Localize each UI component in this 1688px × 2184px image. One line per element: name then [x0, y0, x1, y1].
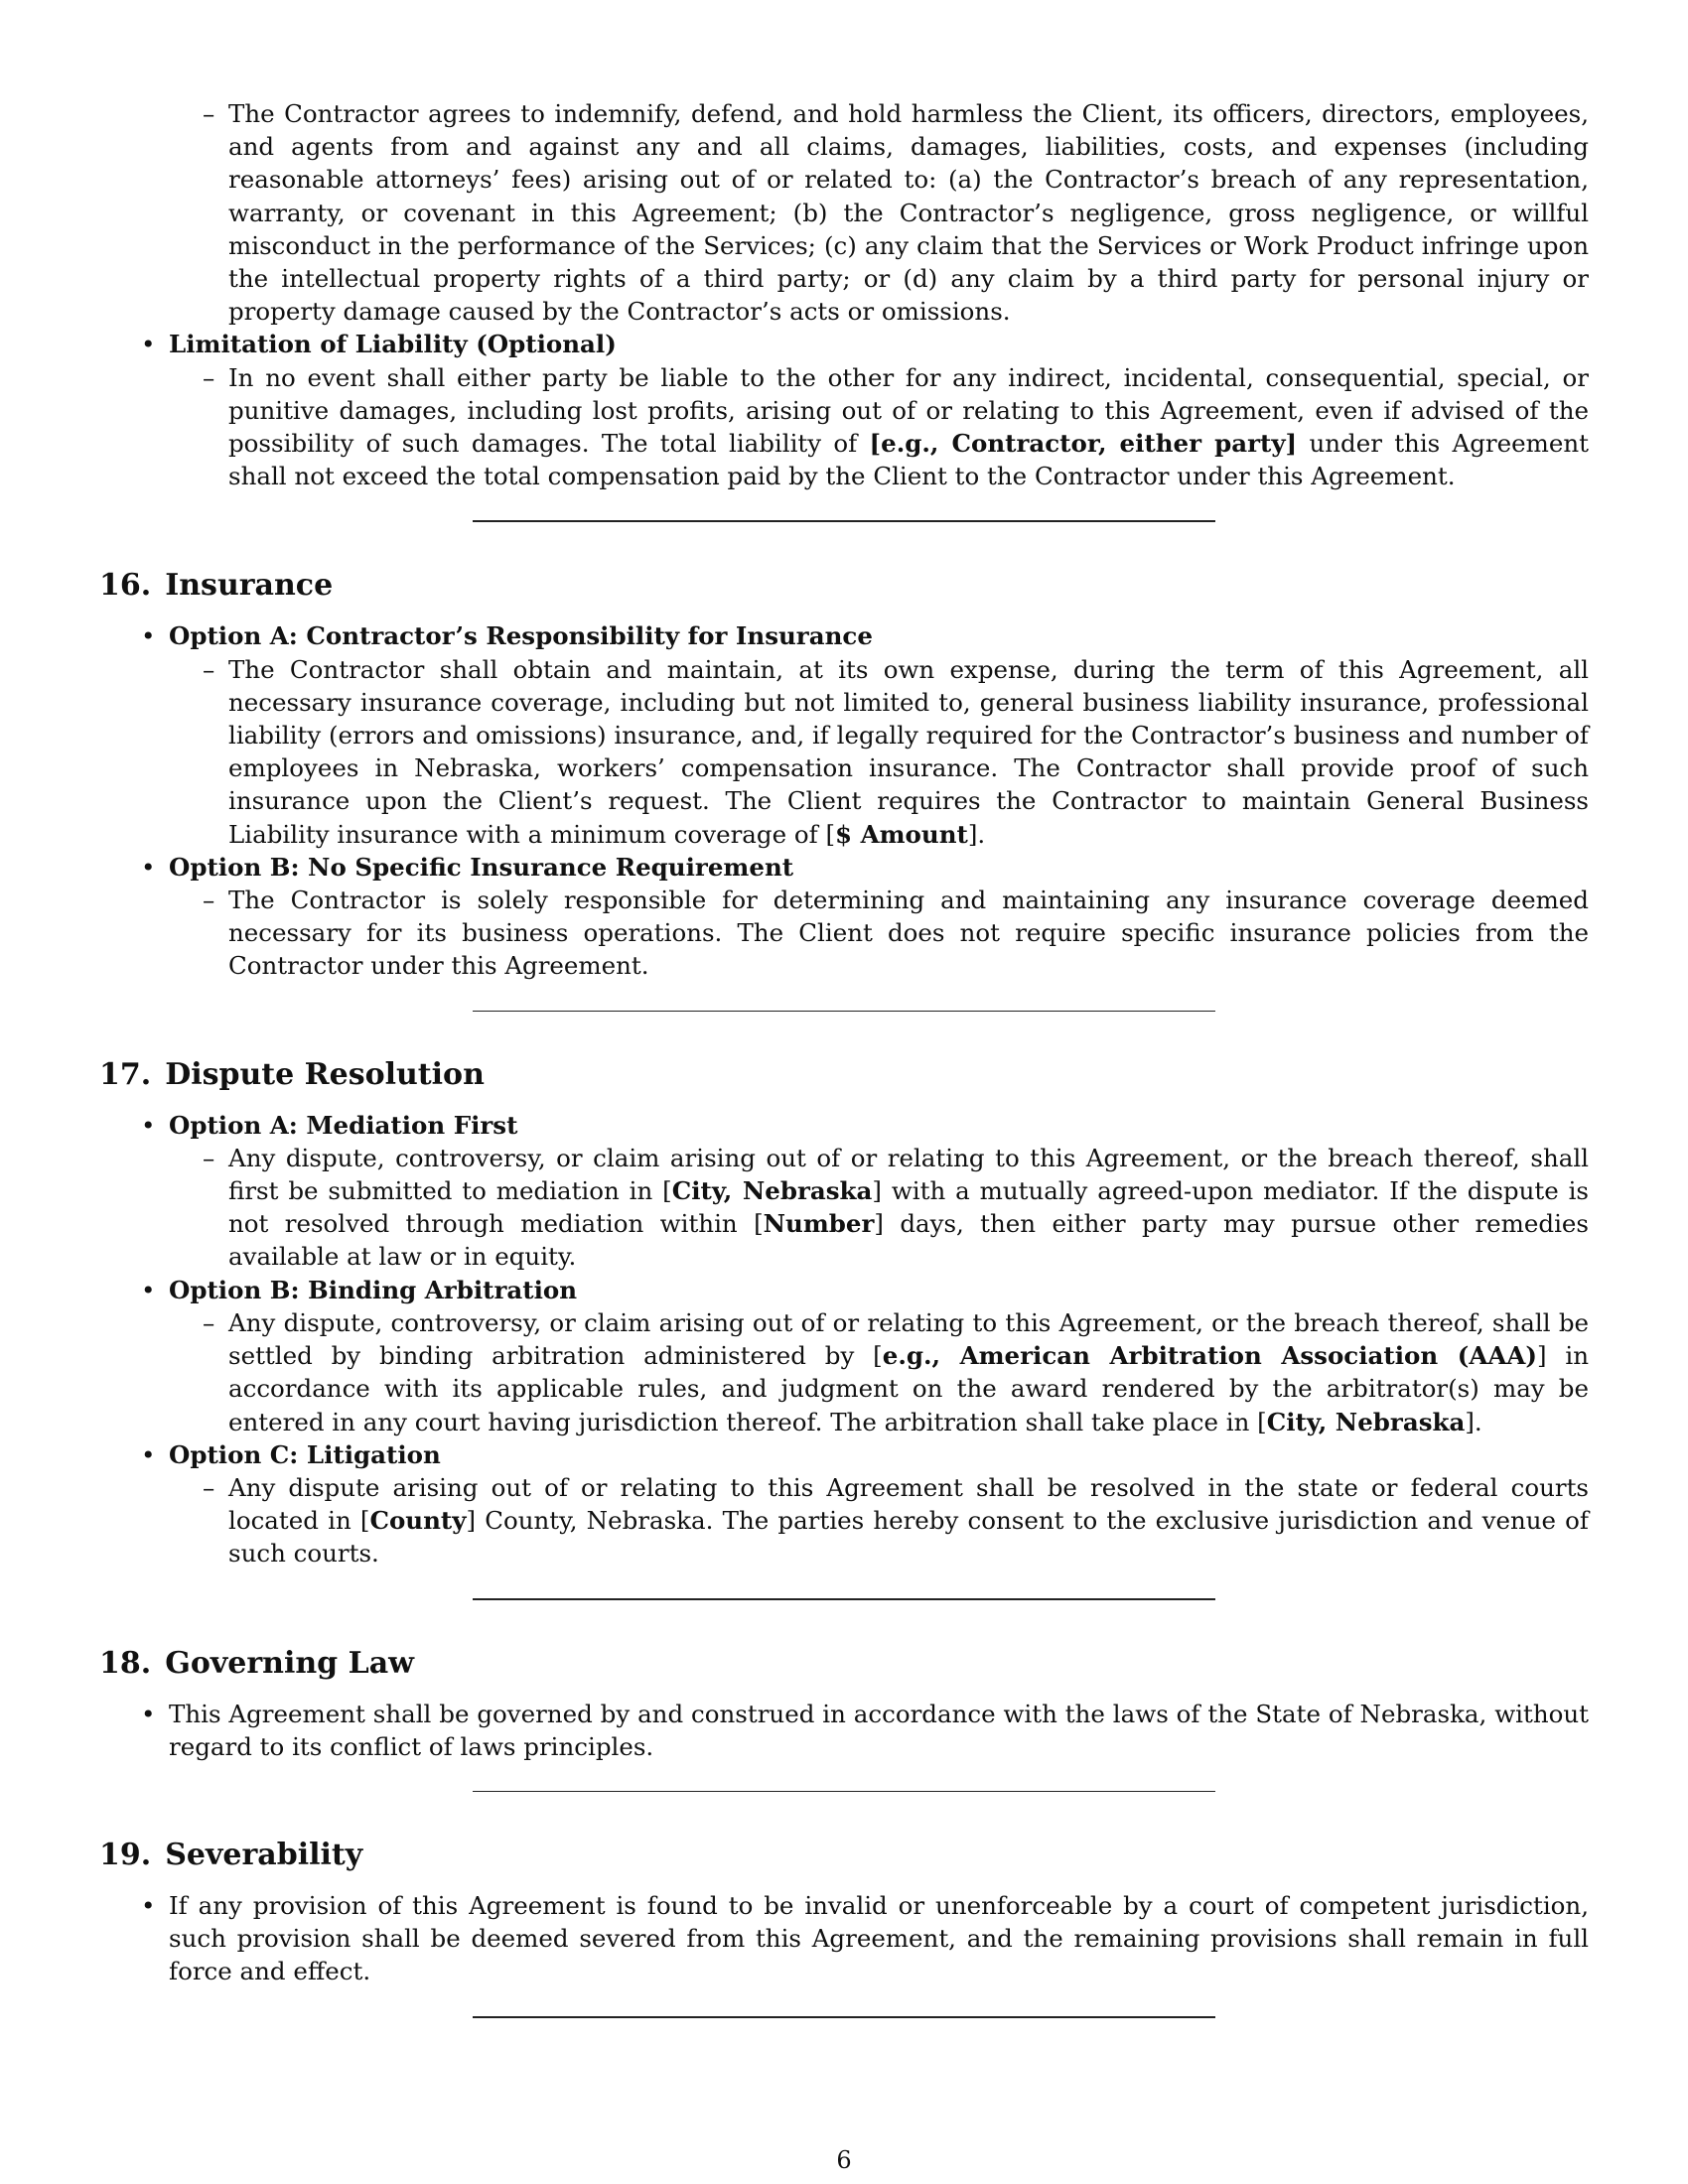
- dispute-option-b-paragraph: [228, 1306, 1589, 1438]
- limitation-text-b: under this Agreement shall not exceed the total compensation paid by the Client to the Contractor under this Agreement.: [228, 429, 1589, 491]
- insurance-option-a-title: • Option A: Contractor’s Responsibility for Insurance: [169, 619, 1589, 652]
- dispute-option-a-text-1: Any dispute, controversy, or claim arising out of or relating to this Agreement, or the breach thereof, shall first be submitted to mediation in [: [228, 1143, 1589, 1206]
- dispute-option-c-title: • Option C: Litigation: [169, 1438, 1589, 1471]
- dispute-option-a-paragraph: [228, 1142, 1589, 1274]
- insurance-option-a-end: ].: [967, 819, 986, 849]
- section-19-title: Severability: [165, 1837, 363, 1872]
- dispute-option-b-title: • Option B: Binding Arbitration: [169, 1274, 1589, 1306]
- insurance-option-a-text: The Contractor shall obtain and maintain, at its own expense, during the term of this Agreement, all necessary insurance coverage, including but not limited to, general business liability insurance, professional liability (errors and omissions) insurance, and, if legally required for the Contractor’s business and number of employees in Nebraska, workers’ compensation insurance. The Contractor shall provide proof of such insurance upon the Client’s request. The Client requires the Contractor to maintain General Business Liability insurance with a minimum coverage of [: [228, 654, 1589, 849]
- section-divider: [473, 1011, 1215, 1012]
- dispute-option-b-text-1: Any dispute, controversy, or claim arising out of or relating to this Agreement, or the breach thereof, shall be settled by binding arbitration administered by [: [228, 1307, 1589, 1371]
- section-divider: [473, 520, 1215, 522]
- mediation-city-placeholder: City, Nebraska: [671, 1176, 873, 1206]
- section-17-number: 17.: [99, 1056, 152, 1092]
- section-19-heading: [99, 1838, 1589, 1873]
- dispute-option-a-text-2: ] with a mutually agreed-upon mediator. If the dispute is not resolved through mediation within [: [228, 1176, 1589, 1239]
- limitation-of-liability-title: • Limitation of Liability (Optional): [169, 328, 1589, 360]
- section-divider: [473, 2016, 1215, 2018]
- section-17-title: Dispute Resolution: [165, 1056, 485, 1092]
- section-16-number: 16.: [99, 568, 152, 604]
- insurance-option-b-paragraph: – The Contractor is solely responsible for determining and maintaining any insurance coverage deemed necessary for its business operations. The Client does not require specific insurance policies from the Contractor under this Agreement.: [228, 884, 1589, 983]
- section-17-heading: [99, 1057, 1589, 1093]
- indemnification-paragraph: – The Contractor agrees to indemnify, defend, and hold harmless the Client, its officers, directors, employees, and agents from and against any and all claims, damages, liabilities, costs, and expenses (including reasonable attorneys’ fees) arising out of or related to: (a) the Contractor’s breach of any representation, warranty, or covenant in this Agreement; (b) the Contractor’s negligence, gross negligence, or willful misconduct in the performance of the Services; (c) any claim that the Services or Work Product infringe upon the intellectual property rights of a third party; or (d) any claim by a third party for personal injury or property damage caused by the Contractor’s acts or omissions.: [228, 97, 1589, 328]
- page-number: 6: [836, 2146, 852, 2174]
- dispute-option-c-text-2: ] County, Nebraska. The parties hereby consent to the exclusive jurisdiction and venue of such courts.: [228, 1506, 1589, 1569]
- section-18-title: Governing Law: [165, 1645, 414, 1681]
- dispute-option-b-text-3: ].: [1465, 1407, 1482, 1436]
- dispute-option-b-text-2: ] in accordance with its applicable rules, and judgment on the award rendered by the arbitrator(s) may be entered in any court having jurisdiction thereof. The arbitration shall take place in [: [228, 1341, 1590, 1436]
- limitation-placeholder: [e.g., Contractor, either party]: [869, 429, 1298, 459]
- section-16-title: Insurance: [165, 568, 334, 604]
- arbitration-org-placeholder: e.g., American Arbitration Association (AAA): [882, 1341, 1537, 1371]
- section-19-number: 19.: [99, 1837, 152, 1872]
- section-divider: [473, 1598, 1215, 1600]
- section-divider: [473, 1791, 1215, 1792]
- dispute-option-c-paragraph: [228, 1471, 1589, 1570]
- limitation-text-a: In no event shall either party be liable to the other for any indirect, incidental, consequential, special, or punitive damages, including lost profits, arising out of or relating to this Agreement, even if advised of the possibility of such damages. The total liability of: [228, 362, 1589, 459]
- dispute-option-a-title: • Option A: Mediation First: [169, 1109, 1589, 1142]
- dispute-option-c-text-1: Any dispute arising out of or relating to this Agreement shall be resolved in the state or federal courts located in [: [228, 1472, 1589, 1536]
- mediation-days-placeholder: Number: [763, 1209, 875, 1239]
- section-18-number: 18.: [99, 1645, 152, 1681]
- dispute-option-a-text-3: ] days, then either party may pursue other remedies available at law or in equity.: [228, 1209, 1589, 1272]
- section-18-heading: [99, 1646, 1589, 1682]
- county-placeholder: County: [369, 1506, 467, 1536]
- arbitration-city-placeholder: City, Nebraska: [1266, 1407, 1466, 1436]
- severability-paragraph: • If any provision of this Agreement is found to be invalid or unenforceable by a court of competent jurisdiction, such provision shall be deemed severed from this Agreement, and the remaining provisions shall remain in full force and effect.: [169, 1889, 1589, 1988]
- section-16-heading: [99, 568, 1589, 604]
- governing-law-paragraph: • This Agreement shall be governed by and construed in accordance with the laws of the State of Nebraska, without regard to its conflict of laws principles.: [169, 1698, 1589, 1763]
- insurance-option-b-title: • Option B: No Specific Insurance Requirement: [169, 851, 1589, 884]
- document-body: [99, 97, 1589, 2018]
- insurance-amount-placeholder: $ Amount: [835, 819, 968, 849]
- insurance-option-a-paragraph: [228, 653, 1589, 851]
- limitation-of-liability-paragraph: [228, 361, 1589, 493]
